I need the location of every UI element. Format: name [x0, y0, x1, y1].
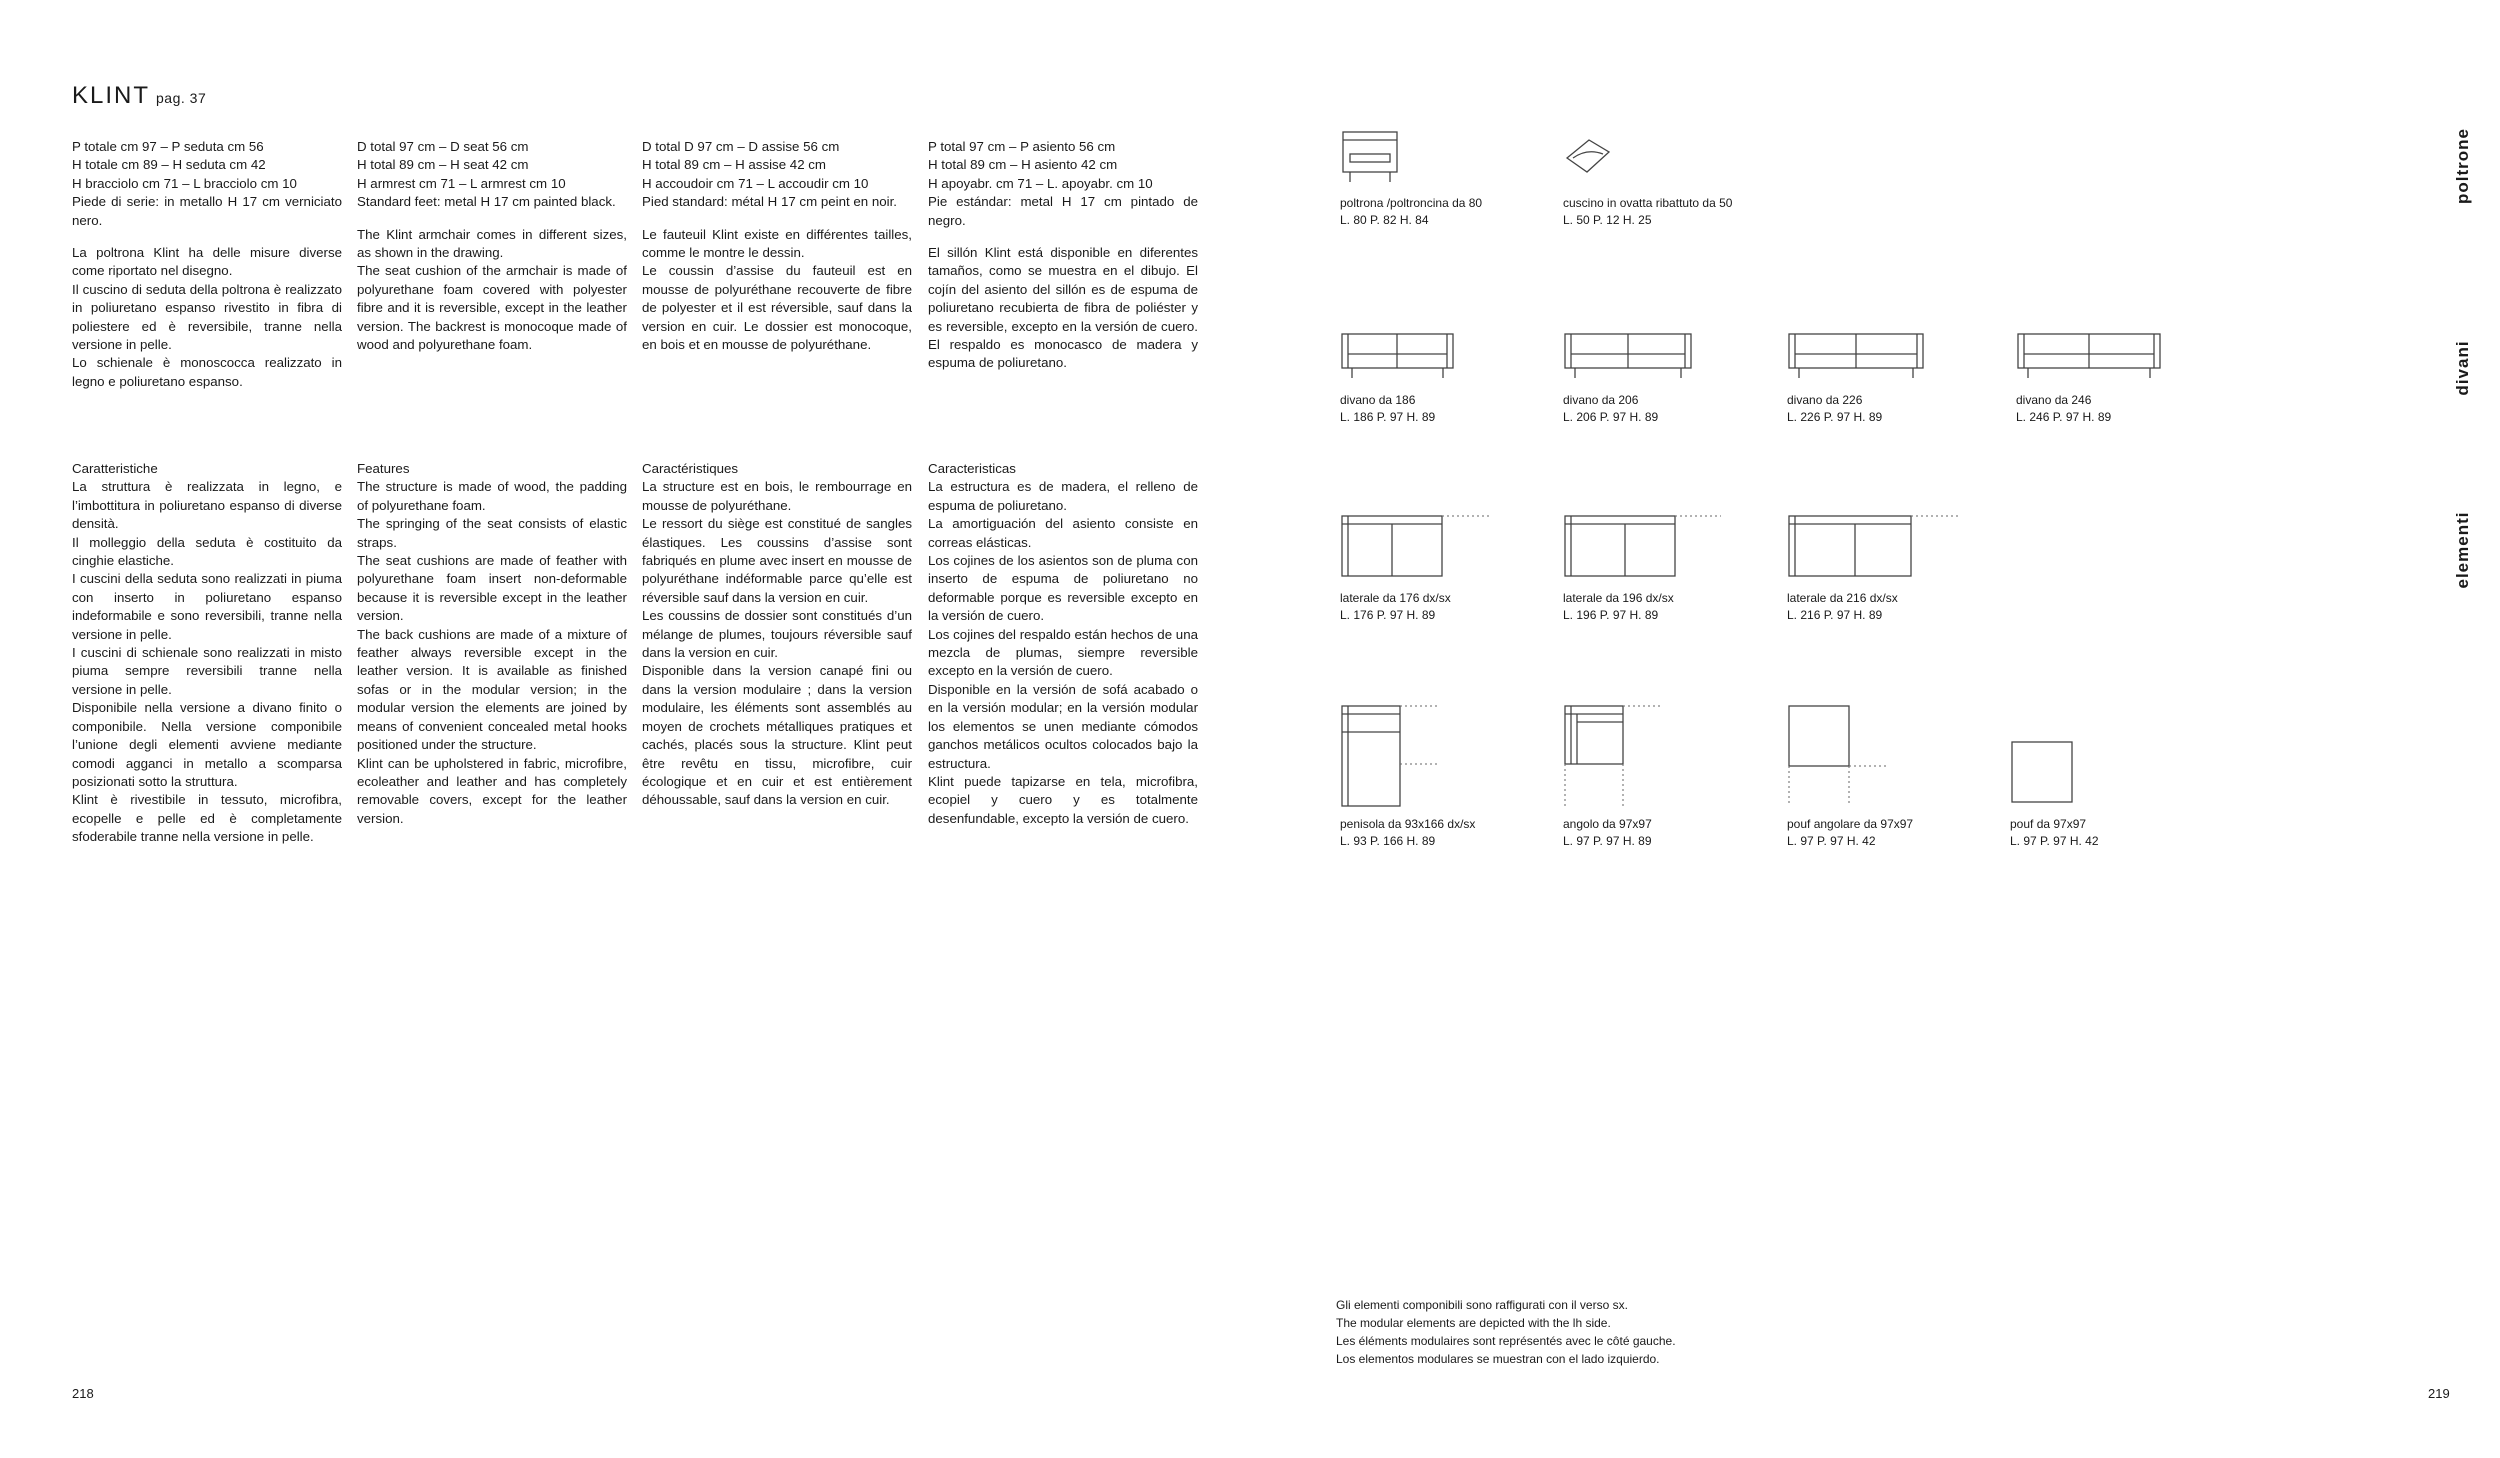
product-sofa-206 [1563, 330, 1763, 430]
text-column-spanish [928, 138, 1198, 373]
features-text: La estructura es de madera, el relleno de espuma de poliuretano. La amortiguación del asiento consiste en correas elásticas. Los cojines de los asientos son de pluma con inserto de espuma de poliuretano no deformable porque es reversible excepto en la versión de cuero. Los cojines del respaldo están hechos de una mezcla de plumas, siempre reversible excepto en la versión de cuero. Disponible en la versión de sofá acabado o en la versión modular; en la versión modular los elementos se unen mediante cómodos ganchos metálicos ocultos colocados bajo la estructura. Klint puede tapizarse en tela, microfibra, ecopiel y cuero y es totalmente desenfundable, excepto la versión de cuero. [928, 479, 1198, 826]
features-column-spanish [928, 460, 1198, 828]
pouf-icon [2010, 740, 2080, 810]
features-heading: Caractéristiques [642, 461, 739, 476]
page-number-left: 218 [72, 1386, 94, 1401]
product-dimensions: L. 97 P. 97 H. 42 [2010, 834, 2099, 848]
description-text: Le fauteuil Klint existe en différentes tailles, comme le montre le dessin. Le coussin d’assise du fauteuil est en mousse de polyuréthane recouverte de fibre de polyester et il est réversible, sauf dans la version en cuir. Le dossier est monocoque, en bois et en mousse de polyuréthane. [642, 226, 912, 353]
product-sofa-186 [1340, 330, 1540, 430]
dimensions-text: P total 97 cm – P asiento 56 cm H total 89 cm – H asiento 42 cm H apoyabr. cm 71 – L. apoyabr. cm 10 Pie estándar: metal H 17 cm pintado de negro. [928, 139, 1198, 228]
product-name: KLINT [72, 82, 151, 109]
product-pouf-97x97 [2010, 702, 2210, 852]
product-corner-pouf-97x97 [1787, 702, 1987, 852]
product-dimensions: L. 80 P. 82 H. 84 [1340, 213, 1429, 227]
features-text: The structure is made of wood, the padding of polyurethane foam. The springing of the seat consists of elastic straps. The seat cushions are made of feather with polyurethane foam insert non-deformable because it is reversible except in the leather version. The back cushions are made of a mixture of feather always reversible except in the leather version. It is available as finished sofas or in the modular version; in the modular version the elements are joined by means of convenient concealed metal hooks positioned under the structure. Klint can be upholstered in fabric, microfibre, ecoleather and leather and has completely removable covers, except for the leather version. [357, 479, 627, 826]
features-column-french [642, 460, 912, 810]
sofa-icon [1340, 330, 1455, 382]
description-text: The Klint armchair comes in different sizes, as shown in the drawing. The seat cushion of the armchair is made of polyurethane foam covered with polyester fibre and it is reversible, except in the leather version. The backrest is monocoque made of wood and polyurethane foam. [357, 226, 627, 353]
product-name: angolo da 97x97 [1563, 817, 1652, 831]
section-label-elementi: elementi [2453, 511, 2472, 589]
sofa-icon [2016, 330, 2162, 382]
product-corner-97x97 [1563, 702, 1763, 852]
dimensions-text: D total 97 cm – D seat 56 cm H total 89 cm – H seat 42 cm H armrest cm 71 – L armrest cm 10 Standard feet: metal H 17 cm painted black. [357, 139, 616, 210]
section-label-poltrone: poltrone [2453, 128, 2472, 204]
product-name: divano da 186 [1340, 393, 1416, 407]
note-line: Gli elementi componibili sono raffigurati con il verso sx. [1336, 1298, 1628, 1312]
product-name: divano da 206 [1563, 393, 1639, 407]
side-element-icon [1563, 512, 1723, 582]
product-side-176 [1340, 512, 1540, 632]
product-dimensions: L. 246 P. 97 H. 89 [2016, 410, 2112, 424]
product-name: poltrona /poltroncina da 80 [1340, 196, 1483, 210]
section-label-divani: divani [2453, 340, 2472, 396]
features-column-italian [72, 460, 342, 847]
product-armchair-80 [1340, 128, 1540, 228]
note-line: The modular elements are depicted with the lh side. [1336, 1316, 1611, 1330]
features-heading: Caratteristiche [72, 461, 158, 476]
product-side-196 [1563, 512, 1763, 632]
corner-icon [1563, 702, 1683, 812]
product-dimensions: L. 216 P. 97 H. 89 [1787, 608, 1883, 622]
features-text: La struttura è realizzata in legno, e l’imbottitura in poliuretano espanso di diverse densità. Il molleggio della seduta è costituito da cinghie elastiche. I cuscini della seduta sono realizzati in piuma con inserto in poliuretano espanso indeformabile e sono reversibili, tranne nella versione in pelle. I cuscini di schienale sono realizzati in misto piuma sempre reversibili tranne nella versione in pelle. Disponibile nella versione a divano finito o componibile. Nella versione componibile l’unione degli elementi avviene mediante comodi agganci in metallo a scomparsa posizionati sotto la struttura. Klint è rivestibile in tessuto, microfibra, ecopelle e pelle ed è completamente sfoderabile tranne nella versione in pelle. [72, 479, 342, 845]
sofa-icon [1787, 330, 1927, 382]
page-title [72, 82, 206, 110]
product-dimensions: L. 186 P. 97 H. 89 [1340, 410, 1436, 424]
sofa-icon [1563, 330, 1693, 382]
features-text: La structure est en bois, le rembourrage en mousse de polyuréthane. Le ressort du siège est constitué de sangles élastiques. Les coussins d’assise sont fabriqués en plume avec insert en mousse de polyuréthane indéformable parce qu’elle est réversible sauf dans la version en cuir. Les coussins de dossier sont constitués d’un mélange de plumes, toujours réversible sauf dans la version en cuir. Disponible dans la version canapé fini ou dans la version modulaire ; dans la version modulaire, les éléments sont assemblés au moyen de crochets métalliques pratiques et cachés, placés sous la structure. Klint peut être revêtu en tissu, microfibre, cuir écologique et en cuir et est entièrement déhoussable, sauf dans la version en cuir. [642, 479, 912, 808]
text-column-french [642, 138, 912, 354]
page-reference: pag. 37 [156, 90, 207, 106]
product-name: divano da 246 [2016, 393, 2092, 407]
product-dimensions: L. 93 P. 166 H. 89 [1340, 834, 1436, 848]
product-dimensions: L. 176 P. 97 H. 89 [1340, 608, 1436, 622]
modular-notes [1336, 1296, 1676, 1368]
text-column-italian [72, 138, 342, 391]
product-dimensions: L. 206 P. 97 H. 89 [1563, 410, 1659, 424]
description-text: La poltrona Klint ha delle misure diverse come riportato nel disegno. Il cuscino di seduta della poltrona è realizzato in poliuretano espanso rivestito in fibra di poliestere ed è reversibile, tranne nella versione in pelle. Lo schienale è monoscocca realizzato in legno e poliuretano espanso. [72, 245, 342, 389]
corner-pouf-icon [1787, 702, 1907, 812]
product-dimensions: L. 97 P. 97 H. 89 [1563, 834, 1652, 848]
product-sofa-226 [1787, 330, 1997, 430]
features-heading: Caracteristicas [928, 461, 1016, 476]
product-dimensions: L. 50 P. 12 H. 25 [1563, 213, 1652, 227]
product-name: laterale da 176 dx/sx [1340, 591, 1451, 605]
product-name: cuscino in ovatta ribattuto da 50 [1563, 196, 1733, 210]
cushion-icon [1563, 136, 1613, 176]
dimensions-text: P totale cm 97 – P seduta cm 56 H totale cm 89 – H seduta cm 42 H bracciolo cm 71 – L bracciolo cm 10 Piede di serie: in metallo H 17 cm verniciato nero. [72, 139, 342, 228]
product-dimensions: L. 226 P. 97 H. 89 [1787, 410, 1883, 424]
product-side-216 [1787, 512, 1987, 632]
product-name: penisola da 93x166 dx/sx [1340, 817, 1476, 831]
note-line: Los elementos modulares se muestran con el lado izquierdo. [1336, 1352, 1660, 1366]
product-dimensions: L. 196 P. 97 H. 89 [1563, 608, 1659, 622]
note-line: Les éléments modulaires sont représentés avec le côté gauche. [1336, 1334, 1676, 1348]
product-dimensions: L. 97 P. 97 H. 42 [1787, 834, 1876, 848]
product-name: laterale da 216 dx/sx [1787, 591, 1898, 605]
features-heading: Features [357, 461, 410, 476]
product-sofa-246 [2016, 330, 2236, 430]
product-name: pouf da 97x97 [2010, 817, 2087, 831]
side-element-icon [1340, 512, 1495, 582]
product-name: laterale da 196 dx/sx [1563, 591, 1674, 605]
product-name: pouf angolare da 97x97 [1787, 817, 1914, 831]
product-chaise-93x166 [1340, 702, 1540, 852]
product-cushion-50 [1563, 128, 1793, 228]
features-column-english [357, 460, 627, 828]
product-name: divano da 226 [1787, 393, 1863, 407]
text-column-english [357, 138, 627, 354]
dimensions-text: D total D 97 cm – D assise 56 cm H total 89 cm – H assise 42 cm H accoudoir cm 71 – L accoudir cm 10 Pied standard: métal H 17 cm peint en noir. [642, 139, 897, 210]
page-number-right: 219 [2428, 1386, 2450, 1401]
armchair-icon [1340, 128, 1400, 184]
chaise-icon [1340, 702, 1460, 812]
side-element-icon [1787, 512, 1962, 582]
description-text: El sillón Klint está disponible en diferentes tamaños, como se muestra en el dibujo. El cojín del asiento del sillón es de espuma de poliuretano recubierta de fibra de poliéster y es reversible, excepto en la versión de cuero. El respaldo es monocasco de madera y espuma de poliuretano. [928, 245, 1198, 371]
